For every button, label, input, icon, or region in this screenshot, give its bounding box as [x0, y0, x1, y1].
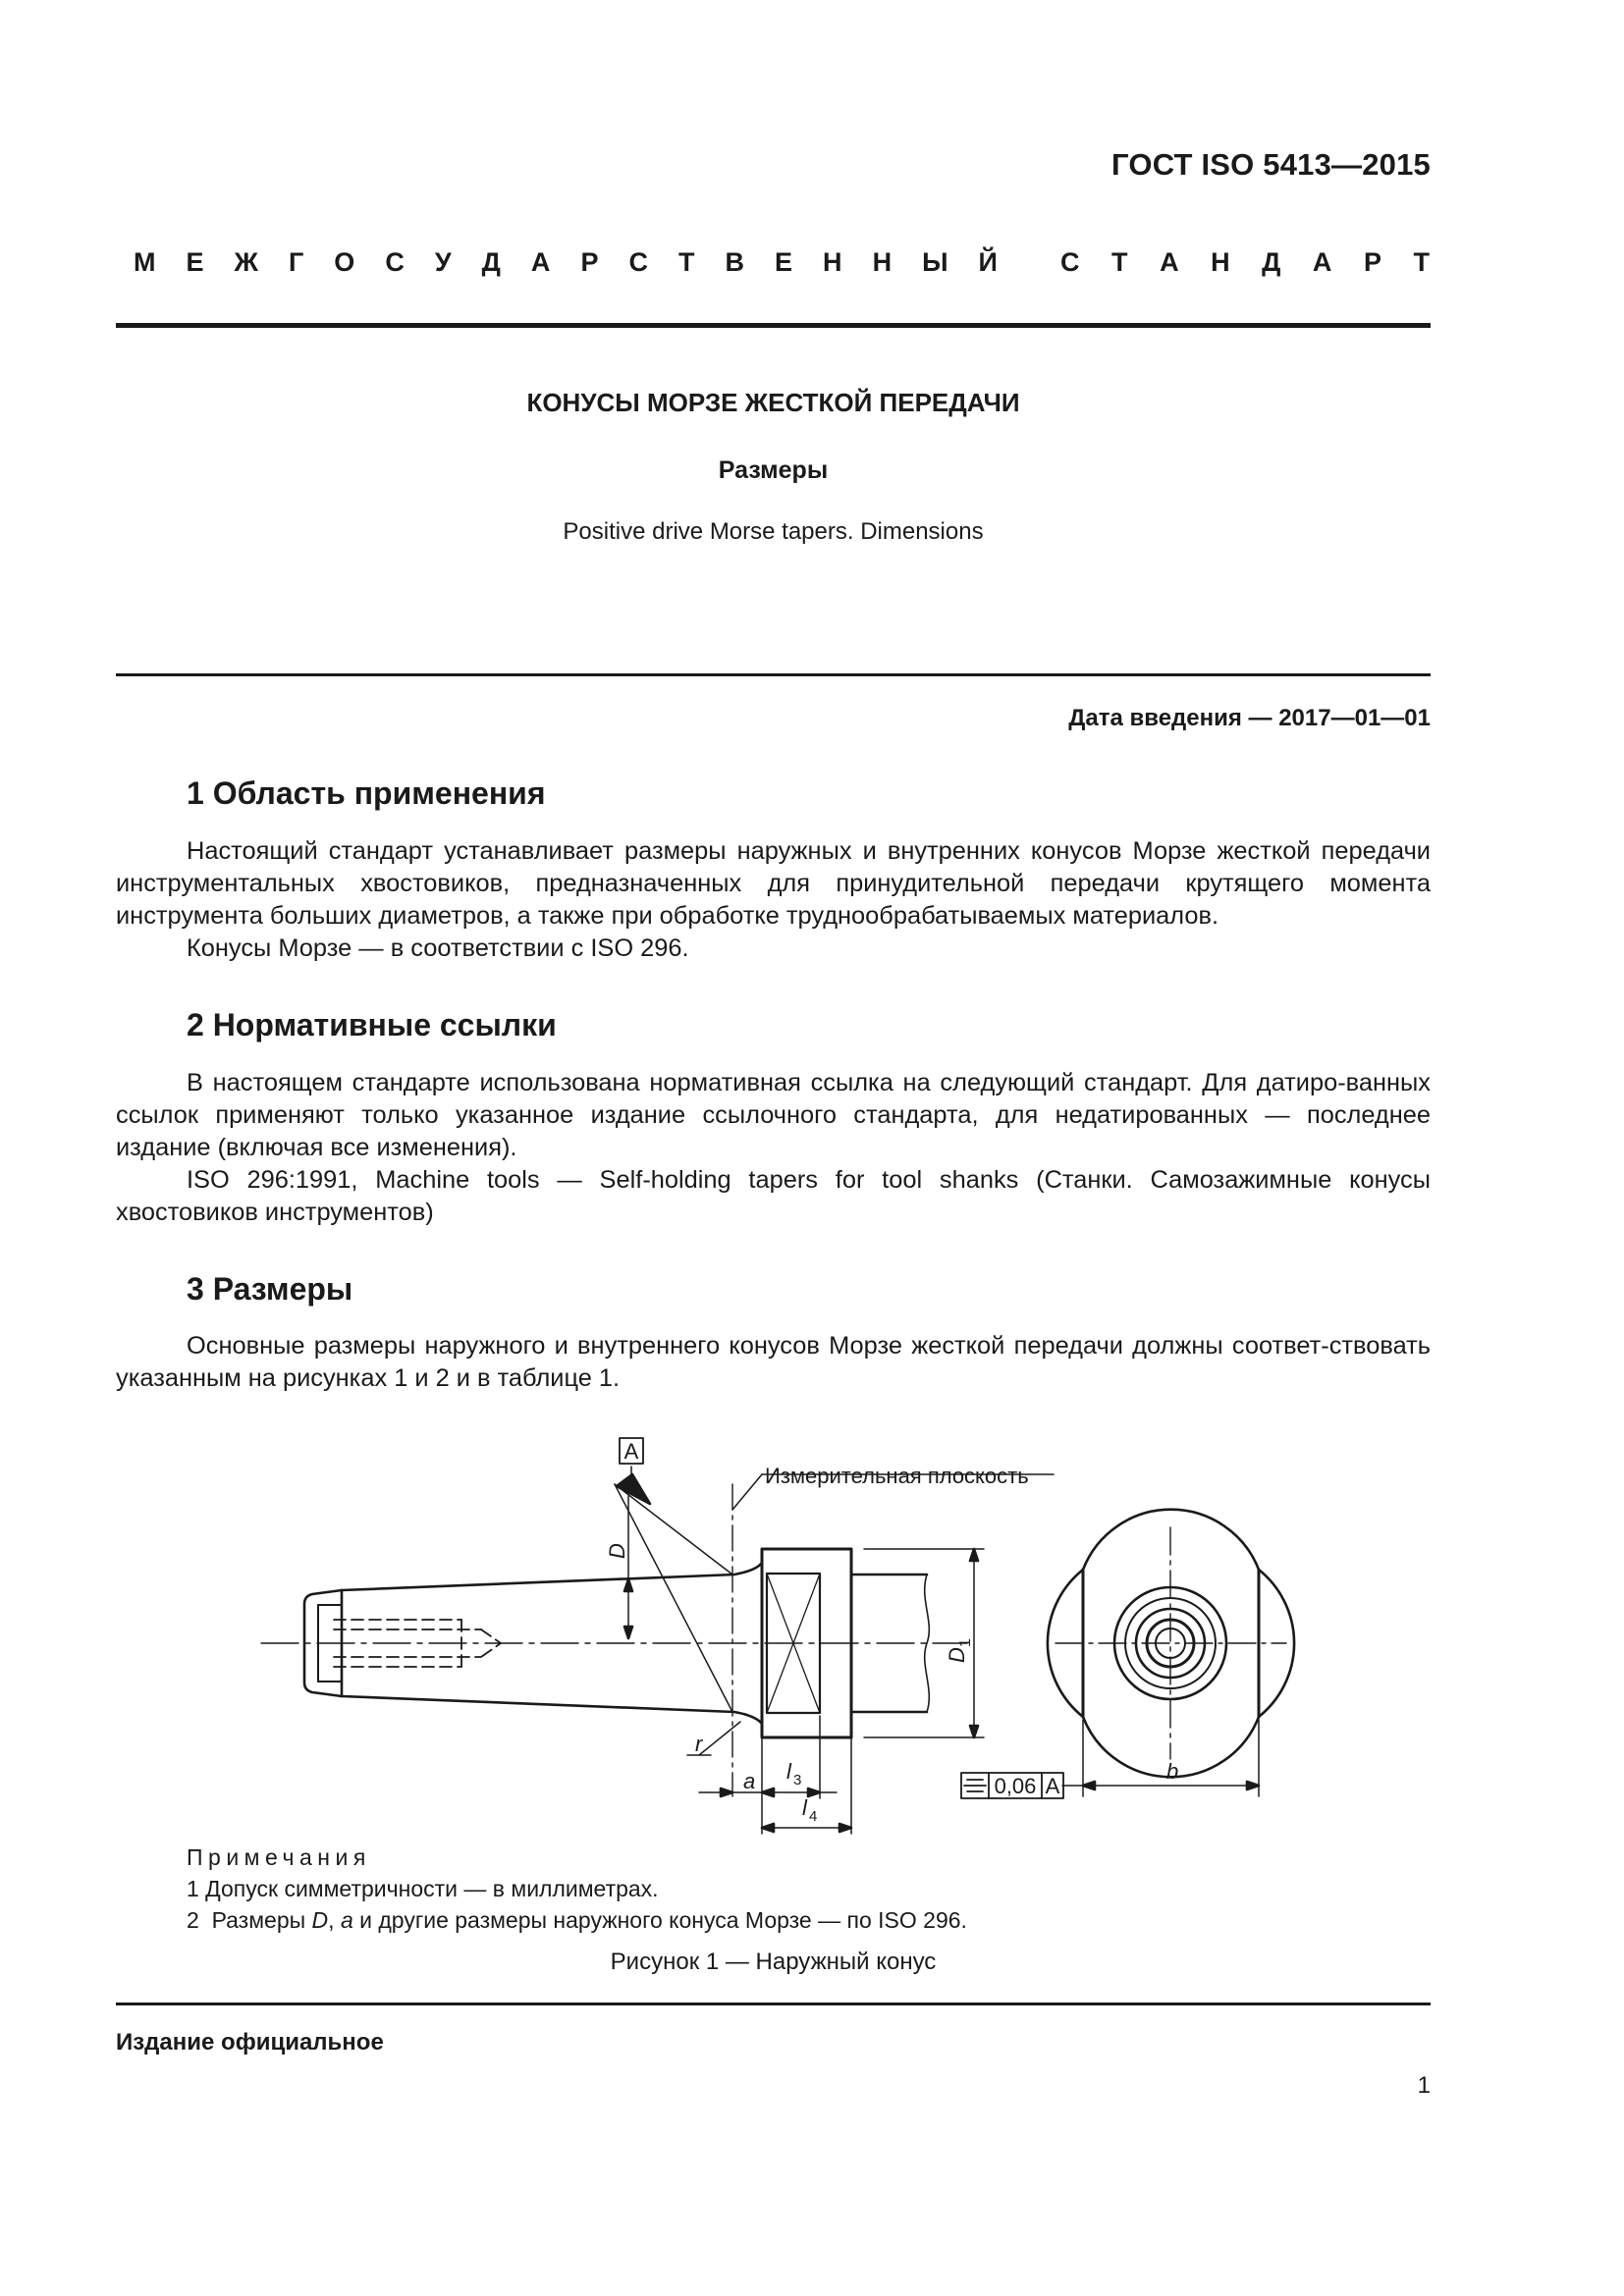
dim-D-label: D	[605, 1543, 629, 1559]
dim-r-label: r	[695, 1732, 703, 1756]
dim-arrow	[970, 1549, 978, 1561]
edition-label: Издание официальное	[116, 2029, 384, 2056]
banner-letter: Ж	[234, 247, 258, 277]
banner-letter: Г	[288, 247, 304, 277]
banner-letter: Т	[1111, 247, 1128, 277]
dim-l4-subscript: 4	[809, 1808, 818, 1825]
dim-arrow	[624, 1579, 632, 1591]
dim-arrow	[624, 1627, 632, 1638]
section-3-heading: 3 Размеры	[187, 1271, 353, 1307]
paragraph: ISO 296:1991, Machine tools — Self-holding tapers for tool shanks (Станки. Самозажимные конусы хвостовиков инструментов)	[116, 1166, 1431, 1226]
note-2-comma: ,	[328, 1907, 341, 1933]
banner-letter: А	[1160, 247, 1179, 277]
tolerance-value: 0,06	[994, 1774, 1037, 1798]
figure-caption: Рисунок 1 — Наружный конус	[610, 1949, 937, 1975]
banner-letter: Й	[978, 247, 998, 277]
section-3-body	[116, 1330, 1431, 1395]
banner-letter: Д	[1262, 247, 1281, 277]
dim-a-label: a	[743, 1769, 756, 1793]
dim-arrow	[1247, 1782, 1259, 1789]
introduction-date: Дата введения — 2017—01—01	[1068, 705, 1431, 731]
dim-arrow	[839, 1824, 851, 1832]
dim-D1-label	[945, 1638, 974, 1663]
banner-letter: Д	[481, 247, 501, 277]
banner-letter: Н	[1211, 247, 1230, 277]
banner-word-standard	[1060, 247, 1430, 278]
banner-letter: В	[725, 247, 744, 277]
header-rule	[116, 323, 1431, 328]
note-2-D: D	[311, 1907, 329, 1933]
dim-arrow	[808, 1789, 820, 1796]
dim-b-label: b	[1166, 1759, 1179, 1784]
title-rule	[116, 673, 1431, 676]
section-1-heading: 1 Область применения	[187, 775, 546, 811]
banner-letter: Т	[1413, 247, 1430, 277]
dim-arrow	[721, 1789, 732, 1796]
taper-outline	[342, 1563, 762, 1590]
banner-letter: О	[334, 247, 355, 277]
section-1-body	[116, 835, 1431, 965]
banner-letter: Р	[1363, 247, 1381, 277]
end-view	[1048, 1510, 1294, 1778]
document-subtitle: Размеры	[718, 456, 829, 484]
banner-letter: С	[628, 247, 648, 277]
dim-D1-letter: D	[945, 1647, 969, 1663]
notes-heading: Примечания	[187, 1844, 371, 1870]
banner-letter: Е	[775, 247, 793, 277]
dim-arrow	[970, 1726, 978, 1737]
banner-letter: А	[530, 247, 551, 277]
note-1: 1 Допуск симметричности — в миллиметрах.	[187, 1876, 659, 1901]
figure-1-drawing	[0, 1414, 1624, 1836]
banner-letter: У	[434, 247, 452, 277]
footer-rule	[116, 2002, 1431, 2005]
dim-arrow	[1083, 1782, 1095, 1789]
banner-letter: Т	[677, 247, 695, 277]
dim-D1-subscript: 1	[957, 1638, 974, 1647]
note-2-a: a	[340, 1907, 353, 1933]
dim-l3-subscript: 3	[793, 1772, 802, 1789]
banner-word-interstate	[134, 247, 998, 278]
banner-letter: М	[134, 247, 156, 277]
dim-l4-label: l	[802, 1795, 807, 1820]
paragraph: Основные размеры наружного и внутреннего конусов Морзе жесткой передачи должны соответ-ствовать указанным на рисунках 1 и 2 и в таблице 1.	[116, 1332, 1431, 1392]
banner-letter: Е	[186, 247, 204, 277]
banner-letter: Ы	[922, 247, 948, 277]
figure-notes	[187, 1842, 967, 1936]
measuring-plane-label: Измерительная плоскость	[765, 1464, 1029, 1488]
dim-arrow	[762, 1789, 774, 1796]
document-number: ГОСТ ISO 5413—2015	[1111, 147, 1431, 182]
paragraph: Настоящий стандарт устанавливает размеры наружных и внутренних конусов Морзе жесткой передачи инструментальных хвостовиков, предназначенных для принудительной передачи крутящего момента инструмента больших диаметров, а также при обработке труднообрабатываемых материалов.	[116, 837, 1431, 930]
dim-arrow	[762, 1824, 774, 1832]
note-2	[187, 1904, 967, 1936]
banner-letter: С	[385, 247, 405, 277]
banner-letter: Р	[580, 247, 599, 277]
tolerance-datum: A	[1045, 1774, 1060, 1798]
section-2-heading: 2 Нормативные ссылки	[187, 1007, 557, 1042]
banner-letter: Н	[823, 247, 842, 277]
dim-l3-label: l	[786, 1759, 791, 1784]
section-2-body	[116, 1067, 1431, 1229]
banner-letter: А	[1312, 247, 1332, 277]
document-title-english: Positive drive Morse tapers. Dimensions	[563, 518, 984, 545]
document-title: КОНУСЫ МОРЗЕ ЖЕСТКОЙ ПЕРЕДАЧИ	[526, 388, 1020, 417]
datum-label: A	[623, 1439, 639, 1464]
paragraph: Конусы Морзе — в соответствии с ISO 296.	[187, 934, 689, 962]
banner-letter: Н	[872, 247, 893, 277]
note-2-suffix: и другие размеры наружного конуса Морзе — по ISO 296.	[352, 1907, 967, 1933]
banner-letter: С	[1060, 247, 1080, 277]
page-number: 1	[1417, 2072, 1431, 2099]
note-2-prefix: 2 Размеры	[187, 1907, 312, 1933]
paragraph: В настоящем стандарте использована нормативная ссылка на следующий стандарт. Для датиро-ванных ссылок применяют только указанное издание ссылочного стандарта, для недатированных — последнее издание (включая все изменения).	[116, 1069, 1431, 1161]
